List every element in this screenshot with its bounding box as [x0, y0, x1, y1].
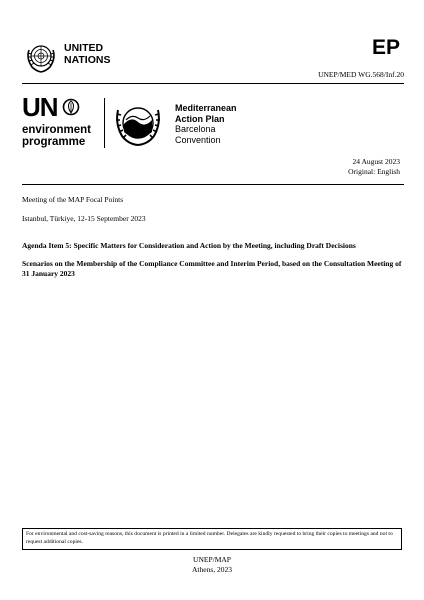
logo-divider — [104, 98, 105, 148]
org-name-line1: UNITED — [64, 42, 104, 54]
header-divider — [22, 83, 404, 84]
unep-leaf-icon — [62, 97, 80, 117]
unep-logo-text — [22, 124, 91, 148]
section-divider — [22, 184, 404, 185]
date-block — [348, 157, 400, 176]
footer-place-year: Athens, 2023 — [192, 565, 232, 574]
map-line3: Barcelona — [175, 124, 216, 134]
map-logo-text — [175, 103, 237, 145]
original-language: Original: English — [348, 166, 400, 176]
unep-logo-un-text: UN — [22, 92, 58, 122]
document-date: 24 August 2023 — [352, 157, 400, 166]
language-code: EP — [371, 36, 400, 59]
map-line2: Action Plan — [175, 113, 225, 124]
map-line4: Convention — [175, 134, 221, 145]
footer — [0, 555, 424, 575]
map-barcelona-emblem-icon — [112, 98, 164, 148]
printing-notice: For environmental and cost-saving reasons, this document is printed in a limited number. Delegates are kindly requested to bring their copies to meetings and not to request additional copies. — [22, 528, 402, 550]
org-name-line2: NATIONS — [64, 54, 111, 66]
agenda-item: Agenda Item 5: Specific Matters for Consideration and Action by the Meeting, including Draft Decisions — [22, 241, 356, 250]
meeting-place-date: Istanbul, Türkiye, 12-15 September 2023 — [22, 214, 146, 223]
document-title: Scenarios on the Membership of the Compliance Committee and Interim Period, based on the Consultation Meeting of 31 January 2023 — [22, 259, 402, 278]
unep-line2: programme — [22, 136, 86, 148]
org-name — [64, 42, 110, 66]
document-symbol: UNEP/MED WG.568/Inf.20 — [318, 70, 404, 79]
meeting-name: Meeting of the MAP Focal Points — [22, 195, 124, 204]
unep-logo-un — [22, 92, 58, 123]
map-line1: Mediterranean — [175, 103, 237, 113]
unep-line1: environment — [22, 124, 92, 136]
footer-publisher: UNEP/MAP — [193, 555, 231, 564]
un-emblem-icon — [24, 40, 58, 74]
